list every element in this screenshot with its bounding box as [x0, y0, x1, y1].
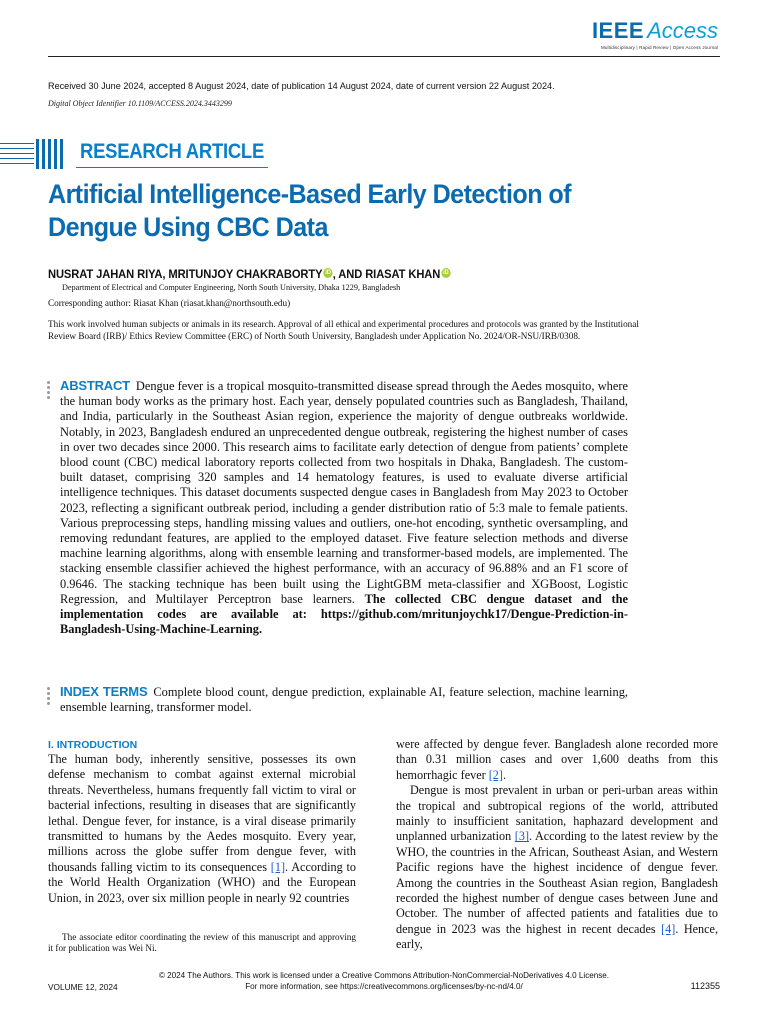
logo-access: Access [647, 18, 718, 43]
volume-label: VOLUME 12, 2024 [48, 982, 118, 992]
received-dates: Received 30 June 2024, accepted 8 August 2024, date of publication 14 August 2024, date of current version 22 August 2024. [48, 81, 555, 91]
paragraph [396, 783, 718, 952]
author-chakraborty: MRITUNJOY CHAKRABORTY [168, 267, 323, 281]
citation-link[interactable]: [4] [661, 921, 676, 936]
abstract-label: ABSTRACT [60, 378, 130, 393]
article-title: Artificial Intelligence-Based Early Detection of Dengue Using CBC Data [48, 179, 571, 242]
citation-link[interactable]: [2] [488, 767, 503, 782]
paragraph-text: . Hence, early, [396, 921, 718, 952]
orcid-icon[interactable]: iD [443, 270, 449, 276]
index-terms-label: INDEX TERMS [60, 684, 148, 699]
affiliation: Department of Electrical and Computer Engineering, North South University, Dhaka 1229, Bangladesh [62, 283, 401, 292]
citation-link[interactable]: [1] [270, 859, 286, 874]
ethics-statement: This work involved human subjects or animals in its research. Approval of all ethical and experimental procedures and protocols was granted by the Institutional Review Board (IRB)/ Ethics Review Committee (ERC) of North South University, Bangladesh under Application No. 2024/OR-NSU/IRB/0308. [48, 319, 639, 341]
intro-paragraph: The human body, inherently sensitive, possesses its own defense mechanism to combat against external microbial threats. Nevertheless, humans frequently fall victim to viral or bacterial infections, resulting in diseases that are significantly lethal. Dengue fever, for instance, is a viral disease primarily transmitted to humans by the Aedes mosquito. Every year, millions across the globe suffer from dengue fever, with thousands falling victim to its consequences [48, 752, 356, 874]
paragraph-text: Dengue is most prevalent in urban or peri-urban areas within the tropical and subtropical regions of the world, attributed mainly to insufficient sanitation, haphazard development and unplanned urbanization [396, 783, 718, 844]
index-terms [60, 684, 628, 715]
index-terms-text: Complete blood count, dengue prediction, explainable AI, feature selection, machine learning, ensemble learning, transformer model. [60, 685, 628, 715]
paragraph [396, 737, 718, 783]
banner-underline [76, 167, 268, 168]
index-terms-dots-icon [47, 687, 51, 707]
logo-tagline: Multidisciplinary | Rapid Review | Open Access Journal [600, 45, 718, 50]
corresponding-author: Corresponding author: Riasat Khan (riasat.khan@northsouth.edu) [48, 298, 291, 308]
author-riya: NUSRAT JAHAN RIYA, [48, 267, 166, 281]
paragraph-text: were affected by dengue fever. Bangladesh alone recorded more than 0.31 million cases and over 1,600 deaths from this hemorrhagic fever [396, 737, 718, 782]
citation-link[interactable]: [3] [514, 829, 530, 844]
paragraph-text: . According to the latest review by the WHO, the countries in the African, Southeast Asian, and Western Pacific regions have the highest incidence of dengue fever. Among the countries in the Southeast Asian region, Bangladesh recorded the highest number of dengue cases between June and October. The number of affected patients and fatalities due to dengue in 2023 was the highest in recent decades [396, 829, 719, 936]
abstract-code-availability: The collected CBC dengue dataset and the implementation codes are available at: https://github.com/mritunjoychk17/Dengue-Prediction-in-Bangladesh-Using-Machine-Learning. [60, 591, 628, 637]
intro-column-1 [48, 752, 356, 906]
editor-footnote: The associate editor coordinating the review of this manuscript and approving it for publication was Wei Ni. [48, 932, 356, 954]
abstract-dots-icon [47, 381, 51, 401]
license-line-2[interactable]: For more information, see https://creativecommons.org/licenses/by-nc-nd/4.0/ [245, 982, 523, 991]
journal-logo [592, 18, 718, 50]
header-rule [48, 56, 720, 57]
article-type-label: RESEARCH ARTICLE [80, 140, 265, 163]
doi: Digital Object Identifier 10.1109/ACCESS.2024.3443299 [48, 99, 232, 108]
intro-column-2 [396, 737, 718, 953]
author-khan: , AND RIASAT KHAN [332, 267, 441, 281]
intro-paragraph-cont: . According to the World Health Organization (WHO) and the European Union, in 2023, over six million people in nearly 92 countries [48, 859, 357, 905]
license-line-1: © 2024 The Authors. This work is licensed under a Creative Commons Attribution-NonCommercial-NoDerivatives 4.0 License. [158, 971, 610, 980]
section-heading-introduction: I. INTRODUCTION [48, 739, 138, 751]
logo-ieee: IEEE [591, 18, 645, 43]
author-list [48, 267, 450, 281]
paragraph-text: . [502, 767, 506, 782]
abstract [60, 378, 628, 637]
abstract-text: Dengue fever is a tropical mosquito-transmitted disease spread through the Aedes mosquito, where the human body works as the primary host. Each year, densely populated countries such as Bangladesh, Thailand, and India, particularly in the Southeast Asian region, experience the majority of dengue outbreaks worldwide. Notably, in 2023, Bangladesh endured an unprecedented dengue outbreak, registering the highest number of cases in over two decades since 2000. This research aims to facilitate early detection of dengue from patients’ complete blood count (CBC) medical laboratory reports collected from two hospitals in Dhaka, Bangladesh. The custom-built dataset, comprising 320 samples and 14 hematology features, is used to evaluate diverse artificial intelligence techniques. This dataset documents suspected dengue cases in Bangladesh from May 2023 to October 2023, reflecting a significant outbreak period, including a gender distribution ratio of 5:3 male to female patients. Various preprocessing steps, handling missing values and outliers, one-hot encoding, synthetic oversampling, and removing redundant features, are applied to the employed dataset. Five feature selection methods and diverse machine learning algorithms, along with ensemble learning and transformer-based models, are implemented. The stacking ensemble classifier achieved the highest performance, with an accuracy of 96.88% and an F1 score of 0.9646. The stacking technique has been built using the LightGBM meta-classifier and XGBoost, Logistic Regression, and Multilayer Perceptron base learners. [60, 379, 628, 606]
page-number: 112355 [690, 981, 720, 991]
banner-stripes-icon [0, 137, 66, 171]
orcid-icon[interactable]: iD [325, 270, 331, 276]
